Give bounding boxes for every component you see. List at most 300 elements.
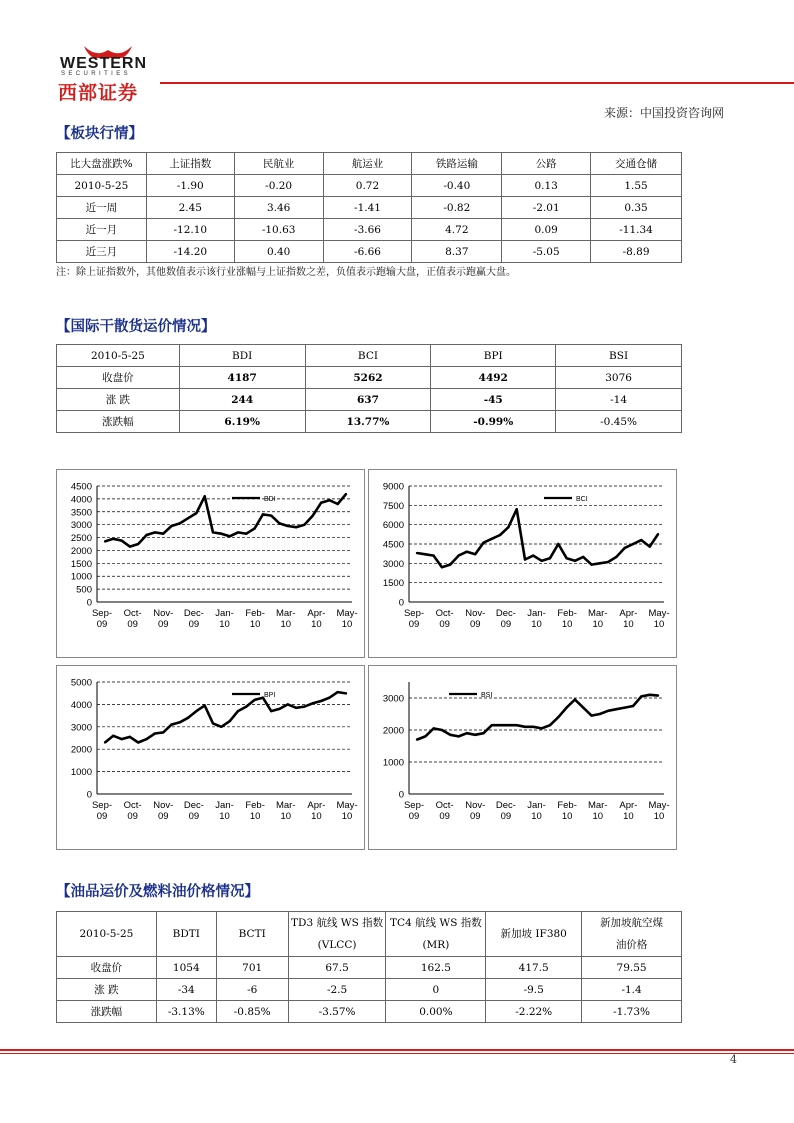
data-point bbox=[449, 734, 451, 736]
x-tick-label: 09 bbox=[439, 811, 450, 822]
x-tick-label: 09 bbox=[157, 619, 169, 630]
x-tick-label: 10 bbox=[280, 619, 292, 630]
header-rule bbox=[160, 82, 794, 84]
data-point bbox=[303, 523, 305, 525]
x-tick-label: 10 bbox=[341, 619, 353, 630]
table-cell: -11.34 bbox=[591, 219, 682, 241]
data-point bbox=[424, 735, 426, 737]
data-point bbox=[432, 554, 434, 556]
x-tick-label: 10 bbox=[219, 619, 230, 630]
data-point bbox=[336, 503, 338, 505]
data-point bbox=[162, 731, 164, 733]
x-tick-label: Oct- bbox=[435, 608, 454, 619]
footer-rule-thin bbox=[0, 1053, 794, 1054]
data-point bbox=[532, 554, 534, 556]
x-tick-label: 10 bbox=[249, 619, 261, 630]
table-cell: 8.37 bbox=[412, 241, 502, 263]
data-point bbox=[449, 563, 451, 565]
table-row bbox=[57, 367, 682, 389]
data-point bbox=[491, 538, 493, 540]
data-point bbox=[278, 522, 280, 524]
x-tick-label: 10 bbox=[623, 619, 634, 630]
table-cell: -1.73% bbox=[582, 1001, 682, 1023]
table-cell: 67.5 bbox=[288, 957, 386, 979]
table-cell: 5262 bbox=[305, 367, 431, 389]
sector-table bbox=[56, 152, 682, 263]
table-cell: 1054 bbox=[156, 957, 216, 979]
column-header: 民航业 bbox=[234, 153, 323, 175]
series-line bbox=[417, 509, 658, 567]
x-tick-label: 10 bbox=[592, 619, 604, 630]
x-tick-label: 09 bbox=[96, 811, 108, 822]
table-cell: -0.99% bbox=[431, 411, 556, 433]
table-cell: 0 bbox=[386, 979, 486, 1001]
data-point bbox=[237, 710, 239, 712]
table-row bbox=[57, 1001, 682, 1023]
table-cell: -2.01 bbox=[502, 197, 591, 219]
x-tick-label: 09 bbox=[127, 619, 138, 630]
data-point bbox=[524, 558, 526, 560]
column-header: BCTI bbox=[216, 912, 288, 957]
data-point bbox=[574, 698, 576, 700]
table-cell: -9.5 bbox=[486, 979, 582, 1001]
table-cell: 近一周 bbox=[57, 197, 147, 219]
data-point bbox=[607, 710, 609, 712]
legend-label: BCI bbox=[576, 496, 588, 503]
table-cell: 0.00% bbox=[386, 1001, 486, 1023]
data-point bbox=[145, 534, 147, 536]
table-cell: 0.13 bbox=[502, 175, 591, 197]
data-point bbox=[312, 514, 314, 516]
data-point bbox=[590, 714, 592, 716]
y-tick-label: 2000 bbox=[70, 744, 92, 756]
data-point bbox=[270, 514, 272, 516]
x-tick-label: Jan- bbox=[215, 608, 234, 619]
data-point bbox=[204, 495, 206, 497]
x-tick-label: Oct- bbox=[435, 800, 454, 811]
x-tick-label: 10 bbox=[653, 619, 665, 630]
table-cell: 13.77% bbox=[305, 411, 431, 433]
table-cell: 79.55 bbox=[582, 957, 682, 979]
x-tick-label: Sep- bbox=[403, 800, 425, 811]
data-point bbox=[466, 551, 468, 553]
table-row bbox=[57, 197, 682, 219]
chart-bsi bbox=[368, 665, 677, 850]
data-point bbox=[432, 727, 434, 729]
y-tick-label: 3500 bbox=[70, 507, 92, 519]
x-tick-label: 09 bbox=[188, 619, 200, 630]
data-point bbox=[120, 738, 122, 740]
page-number: 4 bbox=[730, 1053, 737, 1066]
data-point bbox=[624, 547, 626, 549]
data-point bbox=[441, 566, 443, 568]
x-tick-label: Sep- bbox=[91, 608, 113, 619]
x-tick-label: 09 bbox=[96, 619, 108, 630]
table-cell: -6 bbox=[216, 979, 288, 1001]
data-point bbox=[104, 741, 106, 743]
data-point bbox=[499, 534, 501, 536]
table-cell: -2.5 bbox=[288, 979, 386, 1001]
data-point bbox=[228, 720, 230, 722]
data-point bbox=[540, 727, 542, 729]
x-tick-label: Feb- bbox=[245, 800, 265, 811]
y-tick-label: 4500 bbox=[382, 539, 404, 551]
data-point bbox=[120, 539, 122, 541]
table-cell: 6.19% bbox=[179, 411, 305, 433]
table-cell: -5.05 bbox=[502, 241, 591, 263]
x-tick-label: Nov- bbox=[465, 800, 486, 811]
data-point bbox=[474, 553, 476, 555]
table-cell: 4492 bbox=[431, 367, 556, 389]
data-point bbox=[416, 738, 418, 740]
table-cell: -0.45% bbox=[556, 411, 682, 433]
data-point bbox=[624, 706, 626, 708]
data-point bbox=[287, 525, 289, 527]
data-point bbox=[590, 563, 592, 565]
column-header: 公路 bbox=[502, 153, 591, 175]
table-cell: -3.57% bbox=[288, 1001, 386, 1023]
table-cell: 637 bbox=[305, 389, 431, 411]
sector-title: 【板块行情】 bbox=[56, 126, 143, 142]
x-tick-label: Dec- bbox=[495, 800, 516, 811]
logo-subtext: SECURITIES bbox=[61, 71, 132, 77]
table-row bbox=[57, 175, 682, 197]
table-cell: 3076 bbox=[556, 367, 682, 389]
data-point bbox=[179, 522, 181, 524]
data-point bbox=[640, 695, 642, 697]
data-point bbox=[549, 557, 551, 559]
column-header: BSI bbox=[556, 345, 682, 367]
data-point bbox=[170, 525, 172, 527]
table-cell: 701 bbox=[216, 957, 288, 979]
x-tick-label: 10 bbox=[249, 811, 261, 822]
data-point bbox=[632, 543, 634, 545]
x-tick-label: Jan- bbox=[527, 608, 546, 619]
table-cell: 收盘价 bbox=[57, 957, 157, 979]
y-tick-label: 500 bbox=[76, 584, 92, 596]
series-line bbox=[417, 695, 658, 740]
oil-table bbox=[56, 911, 682, 1023]
logo-text-cn: 西部证券 bbox=[58, 82, 139, 104]
table-cell: 近三月 bbox=[57, 241, 147, 263]
legend-label: BPI bbox=[264, 692, 276, 699]
table-cell: 涨跌幅 bbox=[57, 1001, 157, 1023]
data-point bbox=[574, 560, 576, 562]
data-point bbox=[507, 526, 509, 528]
column-header: 2010-5-25 bbox=[57, 345, 180, 367]
data-point bbox=[312, 702, 314, 704]
data-point bbox=[112, 538, 114, 540]
sector-header-row bbox=[57, 153, 682, 175]
data-point bbox=[129, 736, 131, 738]
x-tick-label: Dec- bbox=[183, 608, 204, 619]
x-tick-label: 09 bbox=[408, 619, 420, 630]
x-tick-label: Nov- bbox=[153, 608, 174, 619]
data-point bbox=[424, 553, 426, 555]
y-tick-label: 0 bbox=[398, 789, 404, 801]
data-point bbox=[599, 562, 601, 564]
data-point bbox=[295, 526, 297, 528]
x-tick-label: Apr- bbox=[619, 800, 638, 811]
data-point bbox=[245, 532, 247, 534]
table-cell: 2010-5-25 bbox=[57, 175, 147, 197]
table-cell: -14 bbox=[556, 389, 682, 411]
column-header: 2010-5-25 bbox=[57, 912, 157, 957]
y-tick-label: 4000 bbox=[70, 699, 92, 711]
table-cell: 2.45 bbox=[146, 197, 234, 219]
data-point bbox=[154, 732, 156, 734]
data-point bbox=[187, 517, 189, 519]
x-tick-label: 09 bbox=[500, 619, 512, 630]
table-cell: 0.09 bbox=[502, 219, 591, 241]
x-tick-label: 10 bbox=[531, 811, 542, 822]
data-point bbox=[287, 703, 289, 705]
data-point bbox=[253, 527, 255, 529]
data-point bbox=[253, 699, 255, 701]
chart-bpi bbox=[56, 665, 365, 850]
x-tick-label: 10 bbox=[653, 811, 665, 822]
data-point bbox=[457, 735, 459, 737]
table-cell: -10.63 bbox=[234, 219, 323, 241]
data-point bbox=[516, 508, 518, 510]
x-tick-label: Oct- bbox=[123, 800, 142, 811]
table-cell: 0.72 bbox=[323, 175, 412, 197]
data-point bbox=[303, 705, 305, 707]
table-cell: 162.5 bbox=[386, 957, 486, 979]
table-cell: 近一月 bbox=[57, 219, 147, 241]
y-tick-label: 1000 bbox=[70, 767, 92, 779]
data-point bbox=[565, 706, 567, 708]
table-cell: -14.20 bbox=[146, 241, 234, 263]
y-tick-label: 2000 bbox=[382, 725, 404, 737]
column-header: BCI bbox=[305, 345, 431, 367]
x-tick-label: 09 bbox=[469, 811, 481, 822]
column-header: 交通仓储 bbox=[591, 153, 682, 175]
sector-note: 注：除上证指数外，其他数值表示该行业涨幅与上证指数之差，负值表示跑输大盘，正值表示跑赢大盘。 bbox=[56, 267, 516, 278]
data-point bbox=[187, 717, 189, 719]
x-tick-label: Mar- bbox=[275, 800, 296, 811]
data-point bbox=[640, 539, 642, 541]
series-line bbox=[105, 494, 346, 546]
data-point bbox=[320, 700, 322, 702]
y-tick-label: 9000 bbox=[382, 481, 404, 493]
data-point bbox=[457, 554, 459, 556]
data-point bbox=[137, 741, 139, 743]
chart-bdi bbox=[56, 469, 365, 658]
data-point bbox=[607, 561, 609, 563]
x-tick-label: May- bbox=[336, 608, 358, 619]
data-point bbox=[195, 512, 197, 514]
x-tick-label: 10 bbox=[280, 811, 292, 822]
data-point bbox=[129, 545, 131, 547]
x-tick-label: May- bbox=[648, 608, 670, 619]
data-point bbox=[154, 531, 156, 533]
x-tick-label: May- bbox=[648, 800, 670, 811]
x-tick-label: 10 bbox=[561, 811, 573, 822]
table-cell: -1.90 bbox=[146, 175, 234, 197]
dry-bulk-title: 【国际干散货运价情况】 bbox=[56, 319, 216, 335]
data-point bbox=[104, 540, 106, 542]
y-tick-label: 0 bbox=[398, 597, 404, 609]
data-point bbox=[170, 723, 172, 725]
data-point bbox=[137, 543, 139, 545]
y-tick-label: 1000 bbox=[382, 757, 404, 769]
x-tick-label: Mar- bbox=[275, 608, 296, 619]
table-cell: -12.10 bbox=[146, 219, 234, 241]
x-tick-label: 09 bbox=[408, 811, 420, 822]
y-tick-label: 3000 bbox=[70, 722, 92, 734]
data-point bbox=[632, 705, 634, 707]
x-tick-label: Apr- bbox=[307, 608, 326, 619]
data-point bbox=[474, 734, 476, 736]
data-point bbox=[345, 692, 347, 694]
x-tick-label: Jan- bbox=[527, 800, 546, 811]
table-cell: 收盘价 bbox=[57, 367, 180, 389]
data-point bbox=[482, 542, 484, 544]
table-cell: -3.13% bbox=[156, 1001, 216, 1023]
data-point bbox=[112, 735, 114, 737]
data-point bbox=[549, 724, 551, 726]
data-point bbox=[195, 710, 197, 712]
logo-text-en: WESTERN bbox=[60, 55, 147, 72]
data-point bbox=[220, 726, 222, 728]
x-tick-label: 09 bbox=[188, 811, 200, 822]
table-cell: -0.82 bbox=[412, 197, 502, 219]
x-tick-label: Mar- bbox=[587, 608, 608, 619]
x-tick-label: 09 bbox=[500, 811, 512, 822]
y-tick-label: 5000 bbox=[70, 677, 92, 689]
column-header: BDI bbox=[179, 345, 305, 367]
x-tick-label: Sep- bbox=[403, 608, 425, 619]
table-cell: -6.66 bbox=[323, 241, 412, 263]
data-point bbox=[466, 732, 468, 734]
data-point bbox=[270, 710, 272, 712]
table-cell: -0.20 bbox=[234, 175, 323, 197]
column-header: 新加坡 IF380 bbox=[486, 912, 582, 957]
data-point bbox=[228, 535, 230, 537]
column-header: 航运业 bbox=[323, 153, 412, 175]
data-point bbox=[565, 557, 567, 559]
dry-bulk-table bbox=[56, 344, 682, 433]
data-point bbox=[491, 724, 493, 726]
table-cell: 3.46 bbox=[234, 197, 323, 219]
data-point bbox=[482, 732, 484, 734]
chart-bci bbox=[368, 469, 677, 658]
x-tick-label: May- bbox=[336, 800, 358, 811]
data-point bbox=[615, 556, 617, 558]
column-header: TC4 航线 WS 指数 (MR) bbox=[386, 912, 486, 957]
data-point bbox=[245, 705, 247, 707]
oil-title: 【油品运价及燃料油价格情况】 bbox=[56, 884, 259, 900]
footer-rule bbox=[0, 1049, 794, 1051]
table-cell: -0.40 bbox=[412, 175, 502, 197]
data-point bbox=[648, 545, 650, 547]
data-point bbox=[336, 691, 338, 693]
y-tick-label: 1000 bbox=[70, 571, 92, 583]
data-point bbox=[295, 707, 297, 709]
x-tick-label: 10 bbox=[311, 619, 322, 630]
y-tick-label: 1500 bbox=[70, 558, 92, 570]
table-cell: 涨 跌 bbox=[57, 389, 180, 411]
data-point bbox=[540, 560, 542, 562]
y-tick-label: 2500 bbox=[70, 533, 92, 545]
x-tick-label: 09 bbox=[127, 811, 138, 822]
table-cell: 涨跌幅 bbox=[57, 411, 180, 433]
data-point bbox=[320, 502, 322, 504]
table-row bbox=[57, 241, 682, 263]
series-line bbox=[105, 692, 346, 742]
table-cell: 涨 跌 bbox=[57, 979, 157, 1001]
table-row bbox=[57, 219, 682, 241]
column-header: 新加坡航空煤 油价格 bbox=[582, 912, 682, 957]
x-tick-label: Feb- bbox=[557, 800, 577, 811]
data-point bbox=[212, 531, 214, 533]
data-point bbox=[557, 543, 559, 545]
data-point bbox=[328, 696, 330, 698]
y-tick-label: 7500 bbox=[382, 500, 404, 512]
x-tick-label: 10 bbox=[219, 811, 230, 822]
x-tick-label: 10 bbox=[623, 811, 634, 822]
data-point bbox=[345, 493, 347, 495]
legend-label: BSI bbox=[481, 692, 493, 699]
y-tick-label: 3000 bbox=[382, 693, 404, 705]
y-tick-label: 6000 bbox=[382, 520, 404, 532]
table-cell: 244 bbox=[179, 389, 305, 411]
table-cell: -1.41 bbox=[323, 197, 412, 219]
x-tick-label: 09 bbox=[469, 619, 481, 630]
oil-header-row bbox=[57, 912, 682, 957]
y-tick-label: 4500 bbox=[70, 481, 92, 493]
data-point bbox=[499, 724, 501, 726]
data-point bbox=[441, 729, 443, 731]
x-tick-label: Dec- bbox=[183, 800, 204, 811]
x-tick-label: Sep- bbox=[91, 800, 113, 811]
data-point bbox=[328, 499, 330, 501]
data-point bbox=[220, 532, 222, 534]
x-tick-label: Jan- bbox=[215, 800, 234, 811]
data-point bbox=[204, 704, 206, 706]
table-row bbox=[57, 979, 682, 1001]
x-tick-label: 10 bbox=[311, 811, 322, 822]
y-tick-label: 2000 bbox=[70, 545, 92, 557]
y-tick-label: 3000 bbox=[70, 520, 92, 532]
data-point bbox=[582, 706, 584, 708]
data-point bbox=[557, 716, 559, 718]
table-cell: 417.5 bbox=[486, 957, 582, 979]
table-row bbox=[57, 957, 682, 979]
x-tick-label: Nov- bbox=[153, 800, 174, 811]
x-tick-label: Apr- bbox=[307, 800, 326, 811]
table-row bbox=[57, 389, 682, 411]
data-point bbox=[179, 721, 181, 723]
x-tick-label: Mar- bbox=[587, 800, 608, 811]
y-tick-label: 0 bbox=[86, 597, 92, 609]
table-cell: -2.22% bbox=[486, 1001, 582, 1023]
data-point bbox=[212, 722, 214, 724]
table-cell: -34 bbox=[156, 979, 216, 1001]
data-point bbox=[615, 708, 617, 710]
x-tick-label: Oct- bbox=[123, 608, 142, 619]
legend-label: BDI bbox=[264, 496, 276, 503]
table-cell: -45 bbox=[431, 389, 556, 411]
table-cell: -1.4 bbox=[582, 979, 682, 1001]
data-point bbox=[599, 713, 601, 715]
x-tick-label: 10 bbox=[531, 619, 542, 630]
table-cell: 1.55 bbox=[591, 175, 682, 197]
data-point bbox=[416, 552, 418, 554]
x-tick-label: 10 bbox=[592, 811, 604, 822]
table-cell: -3.66 bbox=[323, 219, 412, 241]
